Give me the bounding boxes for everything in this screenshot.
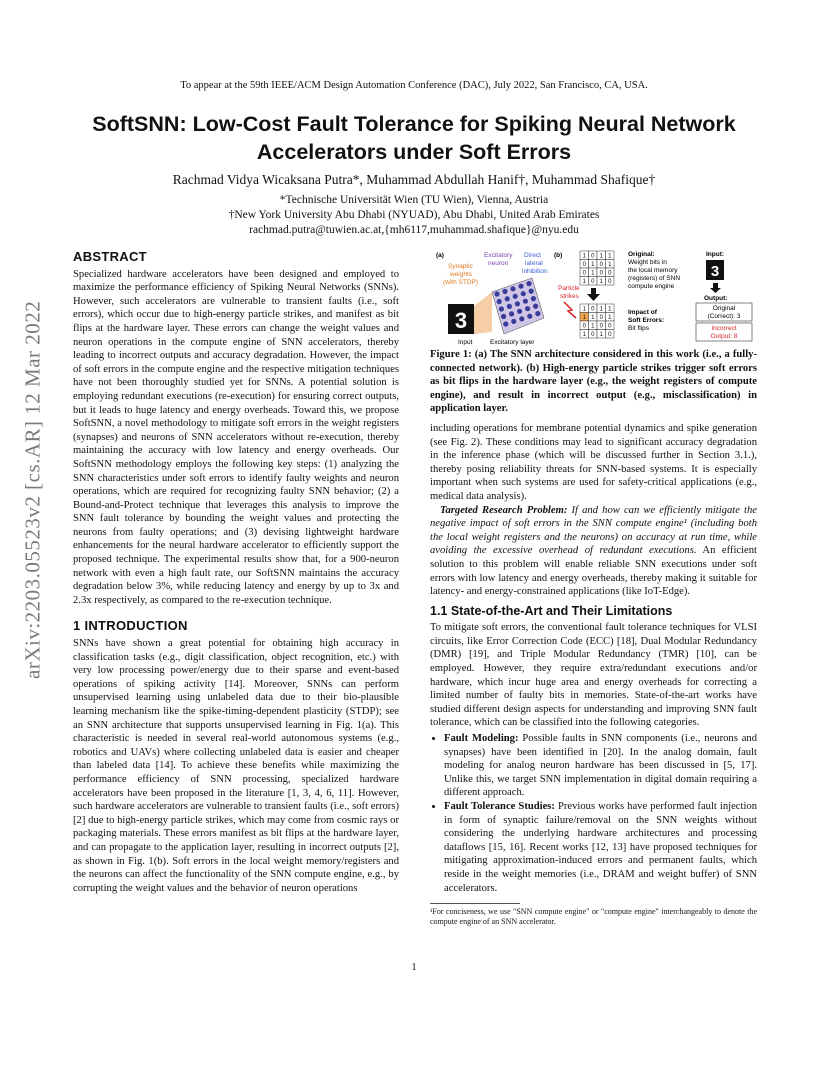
excitatory-neuron-grid	[492, 278, 544, 334]
neuron	[525, 306, 530, 311]
faulty-weight-bits	[580, 304, 614, 338]
introduction-heading: 1 INTRODUCTION	[73, 618, 188, 634]
bit-value: 1	[608, 306, 612, 313]
svg-text:weights: weights	[450, 271, 473, 278]
right-paragraph-1: including operations for membrane potential dynamics and spike generation (see Fig. 2). These conditions may lead to significant accuracy degradation in the inference phase (which will be discussed further in Section 3.1.), thereby posing reliability threats for SNN-based systems. It is especially important when such systems are used for safety-critical applications (e.g., medical data analysis).	[430, 422, 757, 502]
bit-value: 1	[591, 314, 595, 321]
neuron	[505, 296, 510, 301]
section-1-1-heading: 1.1 State-of-the-Art and Their Limitations	[430, 603, 673, 618]
bit-value: 1	[582, 278, 586, 285]
neuron	[515, 301, 520, 306]
affiliation-1: *Technische Universität Wien (TU Wien), Vienna, Austria	[279, 194, 549, 206]
svg-text:(registers) of SNN: (registers) of SNN	[628, 275, 681, 282]
author-list: Rachmad Vidya Wicaksana Putra*, Muhammad Abdullah Hanif†, Muhammad Shafique†	[172, 172, 656, 187]
figure-1-caption: Figure 1: (a) The SNN architecture considered in this work (i.e., a fully-connected network). (b) High-energy particle strikes trigger soft errors as bit flips in the hardware layer (e.g., the weight registers of compute engine), and result in incorrect output (e.g., misclassification) in application layer.	[430, 349, 757, 415]
original-weight-bits	[580, 251, 614, 285]
targeted-tail: An efficient solution to this problem will enable reliable SNN executions under soft errors with low latency and energy overheads, thereby making it suitable for latency- and energy-constrained applications (like IoT-Edge).	[430, 545, 757, 598]
neuron	[529, 289, 534, 294]
targeted-problem-paragraph	[430, 504, 757, 599]
svg-text:strikes: strikes	[560, 293, 579, 300]
neuron	[521, 291, 526, 296]
output-title: Output:	[704, 295, 728, 302]
original-title: Original:	[628, 251, 655, 258]
bit-value: 0	[591, 253, 595, 260]
bit-value: 1	[599, 253, 603, 260]
svg-text:the local memory: the local memory	[628, 267, 678, 274]
lightning-icon	[564, 302, 576, 318]
synaptic-weights-label: Synaptic	[448, 263, 473, 270]
svg-text:Soft Errors:: Soft Errors:	[628, 317, 665, 324]
down-arrow-icon	[587, 288, 600, 301]
svg-text:neuron: neuron	[488, 260, 509, 267]
svg-text:(Correct): 3: (Correct): 3	[707, 313, 741, 320]
bit-value: 0	[608, 278, 612, 285]
paper-title	[60, 110, 768, 166]
bit-value: 1	[591, 323, 595, 330]
bit-value: 0	[599, 270, 603, 277]
bit-value: 0	[582, 323, 586, 330]
svg-text:(with STDP): (with STDP)	[443, 279, 479, 286]
bit-value: 0	[582, 270, 586, 277]
neuron	[535, 311, 540, 316]
neuron	[527, 314, 532, 319]
neuron	[499, 306, 504, 311]
bit-value: 0	[591, 278, 595, 285]
neuron	[511, 319, 516, 324]
svg-text:Output: 8: Output: 8	[710, 333, 738, 340]
svg-text:compute engine: compute engine	[628, 283, 675, 290]
svg-text:lateral: lateral	[525, 260, 543, 267]
neuron	[509, 311, 514, 316]
neuron	[497, 299, 502, 304]
fig-label-b: (b)	[554, 252, 563, 259]
bit-value: 1	[591, 261, 595, 268]
bit-value: 1	[608, 253, 612, 260]
bit-value: 0	[608, 270, 612, 277]
down-arrow-icon-2	[710, 283, 721, 293]
section-1-1-text: To mitigate soft errors, the conventional fault tolerance techniques for VLSI circuits, like Error Correction Code (ECC) [18], Dual Modular Redundancy (DMR) [19], and Triple Modular Redundancy (TMR) [10], can be employed. However, they require extra/redundant executions and/or hardware, which incur huge area and energy overheads for correcting a limited number of faulty bits in memories. State-of-the-art works have studied different design aspects for understanding and improving SNN fault tolerance, which can be classified into the following categories.	[430, 622, 757, 729]
bit-value: 0	[582, 261, 586, 268]
svg-text:3: 3	[710, 263, 720, 280]
neuron	[531, 296, 536, 301]
excitatory-layer-label: Excitatory layer	[490, 339, 535, 346]
bit-value: 0	[599, 314, 603, 321]
neuron	[517, 309, 522, 314]
title-line-1: SoftSNN: Low-Cost Fault Tolerance for Spiking Neural Network	[92, 112, 736, 136]
neuron	[510, 286, 515, 291]
synapse-projection	[474, 292, 492, 334]
bit-value: 0	[591, 306, 595, 313]
neuron	[507, 304, 512, 309]
excitatory-neuron-label: Excitatory	[484, 252, 513, 259]
figure-1	[434, 248, 756, 346]
list-item: • Fault Modeling: Possible faults in SNN components (i.e., neurons and synapses) have been identified in [20]. In the analog domain, fault modeling for analog neuron hardware has been discussed in [5, 17]. Unlike this, we target SNN implementation in digital domain requiring a different approach.	[444, 732, 757, 800]
bit-value: 1	[582, 331, 586, 338]
abstract-heading: ABSTRACT	[73, 249, 147, 264]
neuron	[513, 294, 518, 299]
arxiv-identifier: arXiv:2203.05523v2 [cs.AR] 12 Mar 2022	[20, 300, 45, 680]
bit-value: 1	[582, 306, 586, 313]
list-item: • Fault Tolerance Studies: Previous works have performed fault injection in form of synaptic failure/removal on the SNN weights without considering the underlying hardware architectures and processing dataflows [15, 16]. Recent works [12, 13] have proposed techniques for mitigating approximation-induced errors and permanent faults, which reside in the weight memories (i.e., DRAM and weight buffer) of SNN accelerators.	[444, 800, 757, 895]
left-column	[73, 250, 399, 895]
targeted-text: If and how can we efficiently mitigate the negative impact of soft errors in the SNN compute engine¹ (including both the local weight registers and the neurons) on accuracy at run time, while avoiding the excessive overhead of redundant executions.	[430, 504, 757, 557]
bit-value: 0	[608, 331, 612, 338]
title-line-2: Accelerators under Soft Errors	[256, 140, 572, 164]
bit-value: 1	[582, 314, 586, 321]
neuron	[523, 299, 528, 304]
bit-value: 1	[608, 314, 612, 321]
input-title: Input:	[706, 251, 725, 258]
neuron	[502, 289, 507, 294]
neuron	[501, 314, 506, 319]
neuron	[494, 291, 499, 296]
bit-value: 1	[582, 253, 586, 260]
neuron	[533, 304, 538, 309]
footnote-divider	[430, 903, 520, 904]
svg-text:inhibition: inhibition	[522, 268, 548, 275]
bit-value: 1	[599, 306, 603, 313]
neuron	[503, 321, 508, 326]
abstract-text: Specialized hardware accelerators have been designed and employed to maximize the performance efficiency of Spiking Neural Networks (SNNs). However, such accelerators are vulnerable to transient faults (i.e., soft errors), which occur due to high-energy particle strikes, and manifest as bit flips at the hardware layer. These errors can change the weight values and neuron operations in the compute engine of SNN accelerators, thereby leading to incorrect outputs and accuracy degradation. However, the impact of soft errors in the compute engine and the respective mitigation techniques have not been thoroughly studied yet for SNNs. A potential solution is employing redundant executions (re-execution) for ensuring correct outputs, but it leads to huge latency and energy overheads. Toward this, we propose SoftSNN, a novel methodology to mitigate soft errors in the weight registers (synapses) and neurons of SNN accelerators without re-execution, thereby maintaining the accuracy with low latency and energy overheads. Our SoftSNN methodology employs the following key steps: (1) analyzing the SNN characteristics under soft errors to identify faulty weights and neuron operations, which are required for recognizing faulty SNN behavior; (2) a Bound-and-Protect technique that leverages this analysis to improve the SNN fault tolerance by bounding the weight values and protecting the neurons from faulty operations; and (3) devising lightweight hardware enhancements for the neural hardware accelerator to efficiently support the proposed technique. The experimental results show that, for a 900-neuron network with even a high fault rate, our SoftSNN maintains the accuracy degradation below 3%, while reducing latency and energy by up to 3x and 2.3x respectively, as compared to the re-execution technique.	[73, 268, 399, 606]
bit-value: 1	[591, 270, 595, 277]
svg-text:Weight bits in: Weight bits in	[628, 259, 667, 266]
author-emails: rachmad.putra@tuwien.ac.at,{mh6117,muhammad.shafique}@nyu.edu	[249, 224, 579, 236]
bit-value: 1	[599, 331, 603, 338]
particle-strikes-label: Particle	[558, 285, 580, 292]
bit-value: 0	[599, 261, 603, 268]
bit-value: 1	[608, 261, 612, 268]
lateral-inhibition-label: Direct	[524, 252, 541, 259]
svg-text:Incorrect: Incorrect	[711, 325, 737, 332]
targeted-lead: Targeted Research Problem:	[440, 504, 568, 516]
affiliation-2: †New York University Abu Dhabi (NYUAD), Abu Dhabi, United Arab Emirates	[228, 209, 600, 221]
introduction-text: SNNs have shown a great potential for obtaining high accuracy in classification tasks (e.g., digit classification, object recognition, etc.) with very low processing power/energy due to their sparse and event-based operations of spiking activity [14]. Moreover, SNNs can perform unsupervised learning using unlabeled data due to their bio-plausible learning mechanism like the spike-timing-dependent plasticity (STDP); see an SNN architecture that supports unsupervised learning in Fig. 1(a). This characteristic is needed in several real-world autonomous systems (e.g., robotics and UAVs) where collecting unlabeled data is easier and cheaper than labeled data [14]. To achieve these benefits while maximizing the performance efficiency of SNN processing, specialized hardware accelerators have been proposed in the literature [1, 3, 4, 6, 11]. However, such hardware accelerators are vulnerable to transient faults (i.e., soft errors) [2] due to high-energy particle strikes, which may come from cosmic rays or packaging materials. These errors manifest as bit flips at the hardware layer, and can propagate to the application layer, resulting in incorrect outputs [2], as shown in Fig. 1(b). Soft errors in the local weight memory/registers and the neurons can affect the functionality of the SNN compute engine, e.g., by corrupting the weight values and the behavior of neuron operations	[73, 638, 399, 894]
neuron	[519, 316, 524, 321]
page-number: 1	[411, 962, 417, 973]
bit-value: 0	[599, 323, 603, 330]
limitations-list	[430, 732, 757, 895]
footnote: ¹For conciseness, we use "SNN compute engine" or "compute engine" interchangeably to denote the compute engine of an SNN accelerator.	[430, 907, 757, 927]
svg-text:Original: Original	[712, 305, 736, 312]
conference-note: To appear at the 59th IEEE/ACM Design Automation Conference (DAC), July 2022, San Francisco, CA, USA.	[180, 80, 648, 91]
bit-value: 0	[608, 323, 612, 330]
fig-label-a: (a)	[436, 252, 444, 259]
right-column	[430, 348, 757, 927]
bit-value: 1	[599, 278, 603, 285]
impact-desc: Bit flips	[628, 325, 649, 332]
input-label: Input	[458, 339, 473, 346]
input-digit: 3	[454, 308, 468, 333]
bit-value: 0	[591, 331, 595, 338]
svg-text:Impact of: Impact of	[628, 309, 657, 316]
neuron	[518, 284, 523, 289]
neuron	[526, 281, 531, 286]
